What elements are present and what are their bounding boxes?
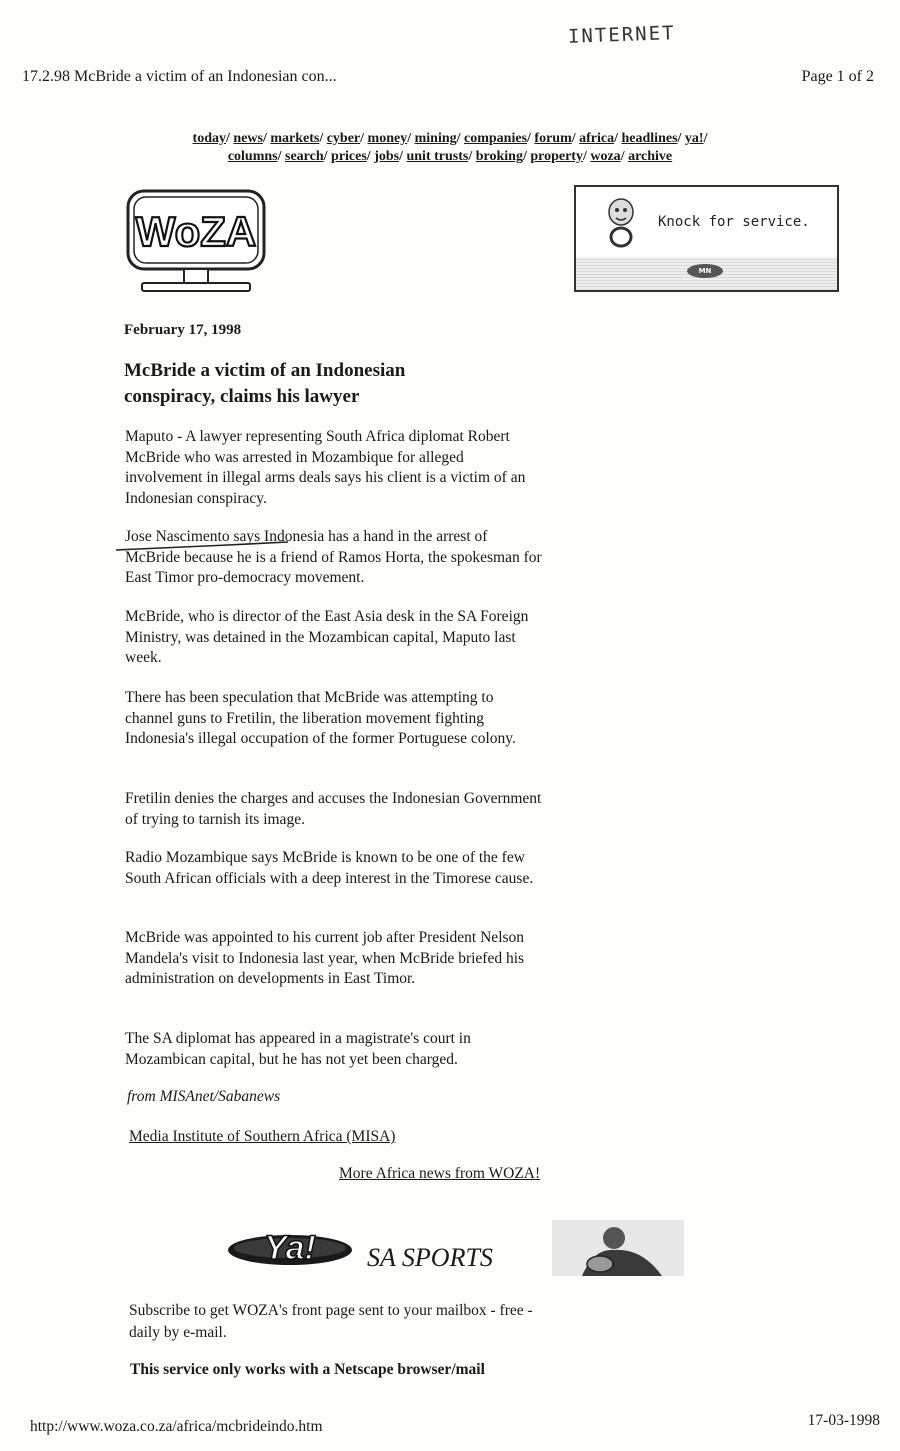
- sa-sports-text: SA SPORTS: [367, 1243, 493, 1272]
- nav-link-money[interactable]: money: [367, 131, 408, 146]
- nav-link-property[interactable]: property: [530, 149, 583, 164]
- nav-link-search[interactable]: search: [285, 149, 324, 164]
- nav-link-today[interactable]: today: [192, 131, 226, 146]
- print-header-title: 17.2.98 McBride a victim of an Indonesian con...: [22, 68, 337, 85]
- nav-link-prices[interactable]: prices: [331, 149, 367, 164]
- nav-link-africa[interactable]: africa: [579, 131, 615, 146]
- advert-text: Knock for service.: [658, 214, 810, 230]
- article-date: February 17, 1998: [124, 322, 242, 338]
- nav-link-companies[interactable]: companies: [464, 131, 528, 146]
- handwritten-underline: [112, 540, 292, 556]
- service-note: This service only works with a Netscape browser/mail: [130, 1361, 485, 1378]
- nav-link-archive[interactable]: archive: [628, 149, 673, 164]
- nav-link-mining[interactable]: mining: [414, 131, 457, 146]
- article-source: from MISAnet/Sabanews: [127, 1088, 281, 1105]
- nav-link-columns[interactable]: columns: [227, 149, 278, 164]
- nav-link-broking[interactable]: broking: [475, 149, 523, 164]
- advert-banner[interactable]: [574, 185, 839, 292]
- nav-link-woza[interactable]: woza: [590, 149, 621, 164]
- nav-link-unit-trusts[interactable]: unit trusts: [406, 149, 469, 164]
- article-paragraph: The SA diplomat has appeared in a magistrate's court in Mozambican capital, but he has not yet been charged.: [125, 1030, 471, 1068]
- subscribe-text: Subscribe to get WOZA's front page sent to your mailbox - free - daily by e-mail.: [129, 1302, 533, 1341]
- nav-link-forum[interactable]: forum: [534, 131, 572, 146]
- door-knocker-icon: [606, 197, 636, 249]
- nav-link-jobs[interactable]: jobs: [374, 149, 400, 164]
- woza-logo-text: WoZA: [135, 208, 257, 255]
- advert-badge: MN: [687, 264, 723, 278]
- article-headline: McBride a victim of an Indonesian conspiracy, claims his lawyer: [124, 360, 406, 407]
- article-paragraph: McBride, who is director of the East Asia desk in the SA Foreign Ministry, was detained in the Mozambican capital, Maputo last week.: [125, 608, 529, 666]
- ya-sa-sports-banner[interactable]: [222, 1218, 692, 1280]
- more-africa-news-link[interactable]: More Africa news from WOZA!: [339, 1165, 541, 1182]
- article-paragraph: Radio Mozambique says McBride is known to be one of the few South African officials with a deep interest in the Timorese cause.: [125, 849, 534, 887]
- nav-link-headlines[interactable]: headlines: [621, 131, 678, 146]
- woza-logo[interactable]: [122, 188, 272, 300]
- nav-link-cyber[interactable]: cyber: [326, 131, 361, 146]
- article-paragraph: Maputo - A lawyer representing South Africa diplomat Robert McBride who was arrested in Mozambique for alleged involvement in illegal arms deals says his client is a victim of an Indonesian conspiracy.: [125, 428, 526, 507]
- ya-logo-text: Ya!: [264, 1229, 316, 1267]
- site-nav-row-1: today/ news/ markets/ cyber/ money/ mining/ companies/ forum/ africa/ headlines/ ya!/: [192, 131, 708, 146]
- print-footer-date: 17-03-1998: [807, 1412, 880, 1429]
- nav-link-markets[interactable]: markets: [270, 131, 320, 146]
- site-nav-row-2: columns/ search/ prices/ jobs/ unit trusts/ broking/ property/ woza/ archive: [227, 149, 673, 164]
- article-paragraph: McBride was appointed to his current job after President Nelson Mandela's visit to Indonesia last year, when McBride briefed his administration on developments in East Timor.: [125, 929, 525, 987]
- handwritten-annotation: INTERNET: [567, 22, 676, 48]
- article-paragraph: Jose Nascimento says Indonesia has a hand in the arrest of McBride because he is a friend of Ramos Horta, the spokesman for East Timor pro-democracy movement.: [125, 528, 542, 586]
- misa-link[interactable]: Media Institute of Southern Africa (MISA): [129, 1128, 396, 1145]
- nav-link-ya[interactable]: ya!: [684, 131, 704, 146]
- article-paragraph: Fretilin denies the charges and accuses the Indonesian Government of trying to tarnish its image.: [125, 790, 542, 828]
- nav-link-news[interactable]: news: [233, 131, 263, 146]
- article-paragraph: There has been speculation that McBride was attempting to channel guns to Fretilin, the liberation movement fighting Indonesia's illegal occupation of the former Portuguese colony.: [125, 689, 516, 747]
- print-header-page-number: Page 1 of 2: [801, 68, 874, 85]
- print-footer-url: http://www.woza.co.za/africa/mcbrideindo.htm: [30, 1418, 323, 1435]
